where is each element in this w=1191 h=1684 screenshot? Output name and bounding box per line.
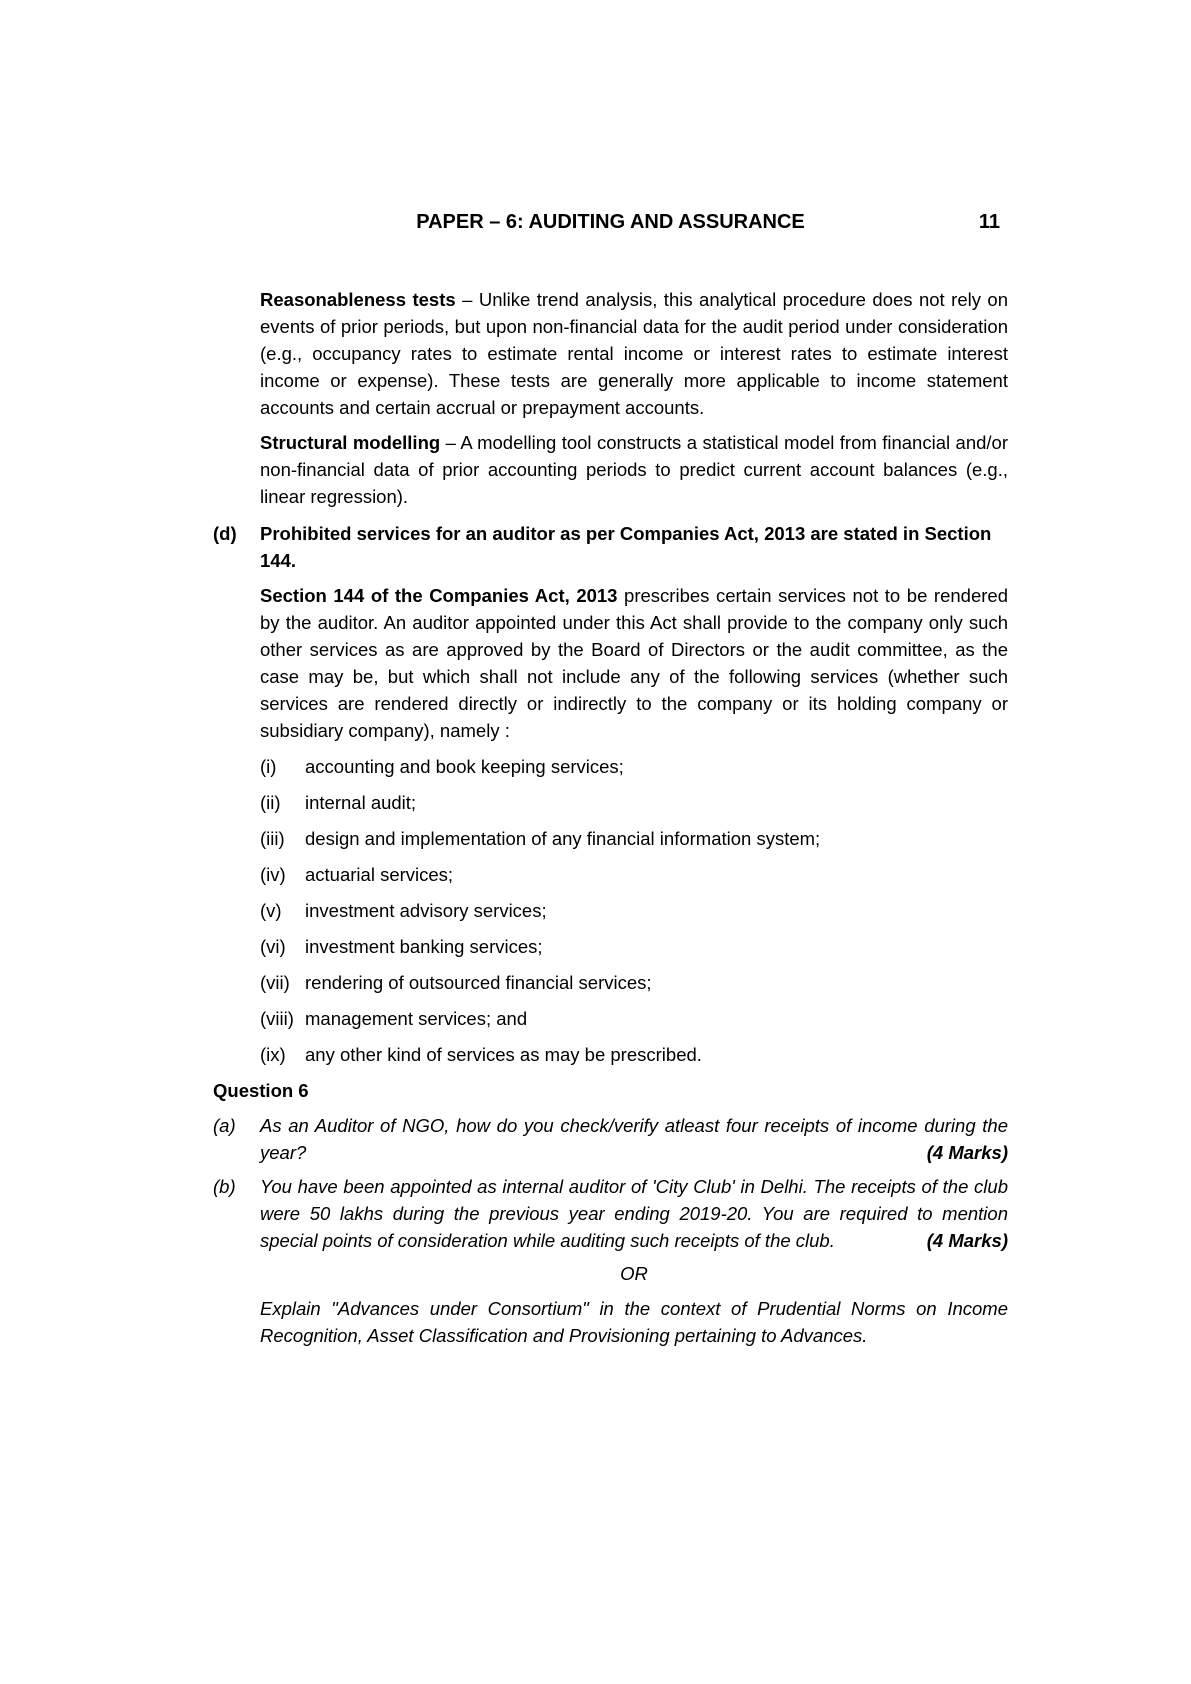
list-item-marker: (vi) xyxy=(260,936,286,957)
question-6b-text: You have been appointed as internal auditor of 'City Club' in Delhi. The receipts of the club were 50 lakhs during the previous year ending 2019-20. You are required to mention special points of consideration while auditing such receipts of the club. xyxy=(260,1176,1008,1251)
list-item-marker: (vii) xyxy=(260,972,290,993)
paragraph-lead: Reasonableness tests xyxy=(260,289,456,310)
prohibited-services-list xyxy=(213,753,1008,1068)
list-item-marker: (iii) xyxy=(260,828,285,849)
list-item-text: accounting and book keeping services; xyxy=(305,756,624,777)
paragraph-body: prescribes certain services not to be rendered by the auditor. An auditor appointed under this Act shall provide to the company only such other services as are approved by the Board of Directors or the audit committee, as the case may be, but which shall not include any of the following services (whether such services are rendered directly or indirectly to the company or its holding company or subsidiary company), namely : xyxy=(260,585,1008,741)
alternative-question-paragraph: Explain "Advances under Consortium" in the context of Prudential Norms on Income Recognition, Asset Classification and Provisioning pertaining to Advances. xyxy=(260,1298,1008,1346)
list-item-marker: (ii) xyxy=(260,792,281,813)
question-6a-label: (a) xyxy=(213,1115,236,1136)
page-header xyxy=(213,209,1008,236)
question-6a-marks: (4 Marks) xyxy=(926,1142,1008,1163)
list-item xyxy=(213,1005,1008,1032)
list-item-marker: (v) xyxy=(260,900,282,921)
question-6b xyxy=(213,1173,1008,1254)
or-separator: OR xyxy=(620,1263,648,1284)
list-item-marker: (ix) xyxy=(260,1044,286,1065)
paragraph-body: – A modelling tool constructs a statistical model from financial and/or non-financial data of prior accounting periods to predict current account balances (e.g., linear regression). xyxy=(260,432,1008,507)
question-6a-text: As an Auditor of NGO, how do you check/verify atleast four receipts of income during the year? xyxy=(260,1115,1008,1163)
paragraph-body: – Unlike trend analysis, this analytical procedure does not rely on events of prior periods, but upon non-financial data for the audit period under consideration (e.g., occupancy rates to estimate rental income or interest rates to estimate interest income or expense). These tests are generally more applicable to income statement accounts and certain accrual or prepayment accounts. xyxy=(260,289,1008,418)
list-item xyxy=(213,969,1008,996)
list-item-text: any other kind of services as may be prescribed. xyxy=(305,1044,702,1065)
list-item-marker: (iv) xyxy=(260,864,286,885)
list-item xyxy=(213,789,1008,816)
question-6b-marks: (4 Marks) xyxy=(926,1230,1008,1251)
page-number: 11 xyxy=(978,211,1000,233)
list-item-text: internal audit; xyxy=(305,792,417,813)
question-6b-label: (b) xyxy=(213,1176,236,1197)
list-item xyxy=(213,933,1008,960)
page-content xyxy=(213,209,1008,1349)
list-item xyxy=(213,897,1008,924)
page-title: PAPER – 6: AUDITING AND ASSURANCE xyxy=(416,211,805,233)
reasonableness-tests-paragraph xyxy=(260,286,1008,421)
paragraph-lead: Section 144 of the Companies Act, 2013 xyxy=(260,585,618,606)
list-item-marker: (i) xyxy=(260,756,277,777)
item-d-text: Prohibited services for an auditor as per Companies Act, 2013 are stated in Section 144. xyxy=(260,523,992,571)
list-item-marker: (viii) xyxy=(260,1008,294,1029)
section-144-paragraph xyxy=(260,582,1008,744)
item-d-label: (d) xyxy=(213,523,237,544)
list-item-text: design and implementation of any financial information system; xyxy=(305,828,821,849)
list-item-text: management services; and xyxy=(305,1008,528,1029)
list-item xyxy=(213,1041,1008,1068)
list-item xyxy=(213,861,1008,888)
paragraph-lead: Structural modelling xyxy=(260,432,441,453)
list-item-text: actuarial services; xyxy=(305,864,454,885)
list-item-text: rendering of outsourced financial services; xyxy=(305,972,652,993)
list-item xyxy=(213,825,1008,852)
question-6-heading: Question 6 xyxy=(213,1080,309,1101)
question-6a xyxy=(213,1112,1008,1166)
list-item-text: investment advisory services; xyxy=(305,900,547,921)
list-item xyxy=(213,753,1008,780)
structural-modelling-paragraph xyxy=(260,429,1008,510)
list-item-text: investment banking services; xyxy=(305,936,543,957)
answer-item-d xyxy=(213,520,1008,574)
